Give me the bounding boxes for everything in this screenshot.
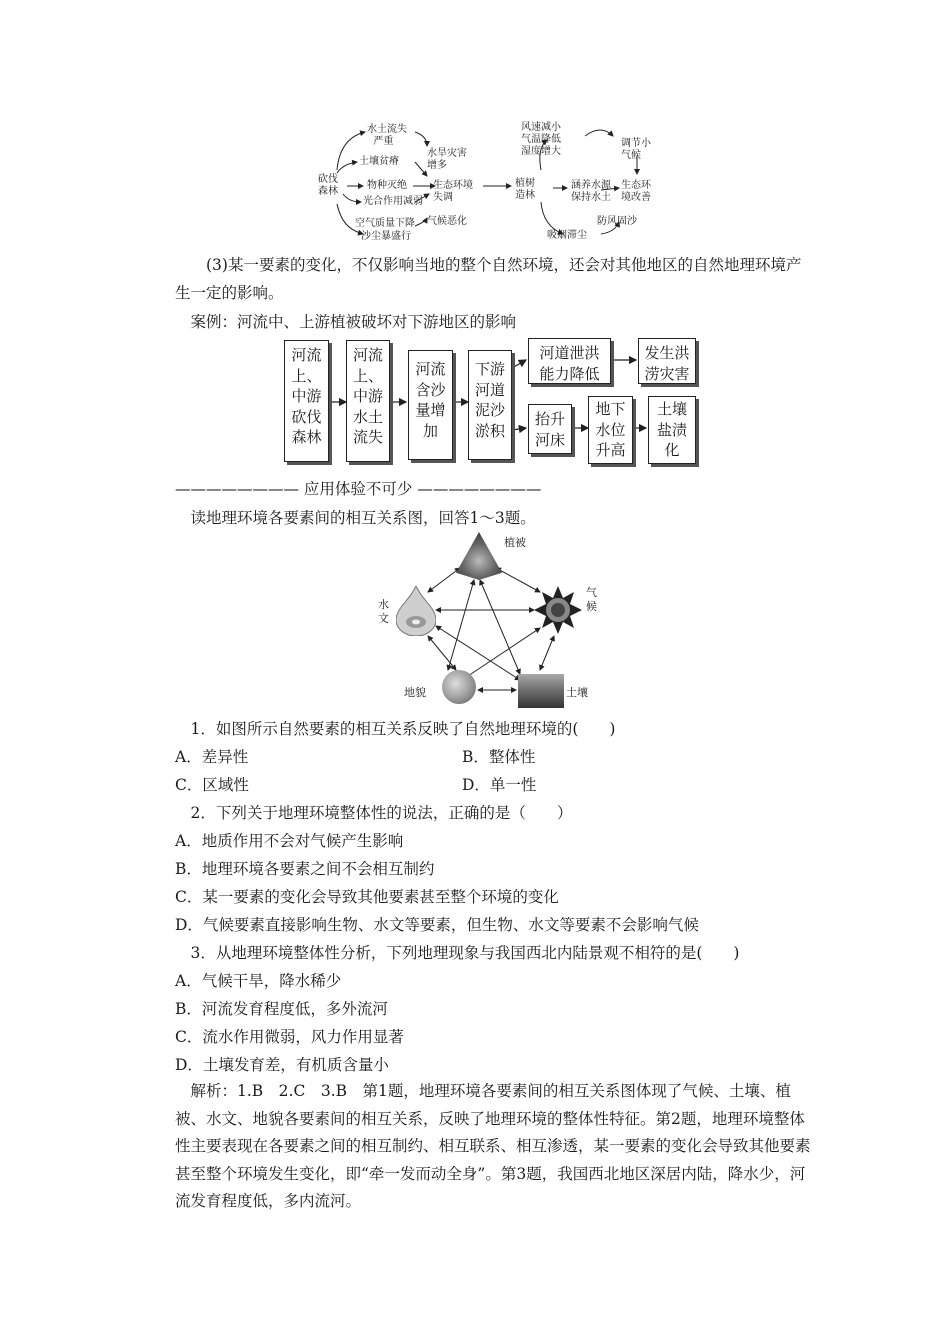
paragraph-3: (3)某一要素的变化，不仅影响当地的整个自然环境，还会对其他地区的自然地理环境产生一定的影响。 [175,256,802,302]
landform-label: 地貌 [404,686,426,699]
q1-option-c: C．区域性 [175,776,249,794]
q3-option-b: B．河流发育程度低，多外流河 [175,1000,388,1018]
hydrology-label: 水 文 [378,598,389,625]
case-title: 案例：河流中、上游植被破坏对下游地区的影响 [190,313,517,331]
effect-water: 涵养水源 保持水土 [571,180,611,203]
q2-option-a: A．地质作用不会对气候产生影响 [175,832,404,850]
effect-species: 物种灭绝 [367,180,407,191]
effect-soil-poor: 土壤贫瘠 [359,156,399,167]
afforest-label: 植树 造林 [515,178,535,201]
effect-air: 空气质量下降 [355,218,415,229]
flow-box-sediment: 河流 含沙 量增 加 [408,350,453,460]
q1-option-b: B．整体性 [462,748,536,766]
intro-text: 读地理环境各要素间的相互关系图，回答1～3题。 [190,509,536,527]
flow-box-riverbed: 抬升 河床 [528,404,572,454]
q3-option-a: A．气候干旱，降水稀少 [175,972,342,990]
elements-diagram [370,530,610,720]
flow-box-erosion: 河流 上、 中游 水土 流失 [346,340,390,462]
vegetation-label: 植被 [504,536,526,549]
climate-icon [534,586,582,634]
question-2: 2．下列关于地理环境整体性的说法，正确的是（ ） [190,804,573,822]
effect-climate-worse: 气候恶化 [427,216,467,227]
flow-box-siltation: 下游 河道 泥沙 淤积 [468,350,512,460]
question-1: 1．如图所示自然要素的相互关系反映了自然地理环境的( ) [190,720,616,738]
section-header: ———————— 应用体验不可少 ———————— [175,480,542,498]
q3-option-d: D．土壤发育差，有机质含量小 [175,1056,389,1074]
flow-box-groundwater: 地下 水位 升高 [588,396,633,464]
q3-option-c: C．流水作用微弱，风力作用显著 [175,1028,404,1046]
effects-diagram [315,118,675,248]
effect-soil-erosion: 水土流失 严重 [367,124,407,147]
q1-option-d: D．单一性 [462,776,537,794]
flow-box-salinization: 土壤 盐渍 化 [648,396,696,464]
landform-icon [442,670,476,704]
deforest-label: 砍伐 森林 [318,174,338,197]
soil-label: 土壤 [566,686,588,699]
effect-photosynthesis: 光合作用减弱 [363,196,423,207]
q2-option-d: D．气候要素直接影响生物、水文等要素，但生物、水文等要素不会影响气候 [175,916,699,934]
result-sand-fix: 防风固沙 [597,216,637,227]
q2-option-b: B．地理环境各要素之间不会相互制约 [175,860,435,878]
q2-option-c: C．某一要素的变化会导致其他要素甚至整个环境的变化 [175,888,559,906]
hydrology-icon [396,586,436,636]
flow-chart [280,338,710,468]
effect-dust: 吸烟滞尘 [547,230,587,241]
q1-option-a: A．差异性 [175,748,249,766]
result-microclimate: 调节小 气候 [621,138,651,161]
effect-sandstorm: 沙尘暴盛行 [361,231,411,242]
effect-eco-imbalance: 生态环境 失调 [433,180,473,203]
result-eco-improve: 生态环 境改善 [621,180,651,203]
soil-icon [518,674,564,708]
effect-disaster: 水旱灾害 增多 [427,148,467,171]
climate-label: 气 候 [586,586,597,613]
flow-box-flood-capacity: 河道泄洪 能力降低 [528,338,611,384]
flow-box-flood-disaster: 发生洪 涝灾害 [638,338,696,384]
analysis: 解析：1.B 2.C 3.B 第1题，地理环境各要素间的相互关系图体现了气候、土壤、植被、水文、地貌各要素间的相互关系，反映了地理环境的整体性特征。第2题，地理环境整体性主要表现在各要素之间的相互制约、相互联系、相互渗透，某一要素的变化会导致其他要素甚至整个环境发生变化，即“牵一发而动全身”。第3题，我国西北地区深居内陆，降水少，河流发育程度低，多内流河。 [175,1082,811,1210]
effect-wind: 风速减小 气温降低 湿度增大 [521,122,561,157]
flow-box-deforest: 河流 上、 中游 砍伐 森林 [284,340,329,462]
question-3: 3．从地理环境整体性分析，下列地理现象与我国西北内陆景观不相符的是( ) [190,944,740,962]
